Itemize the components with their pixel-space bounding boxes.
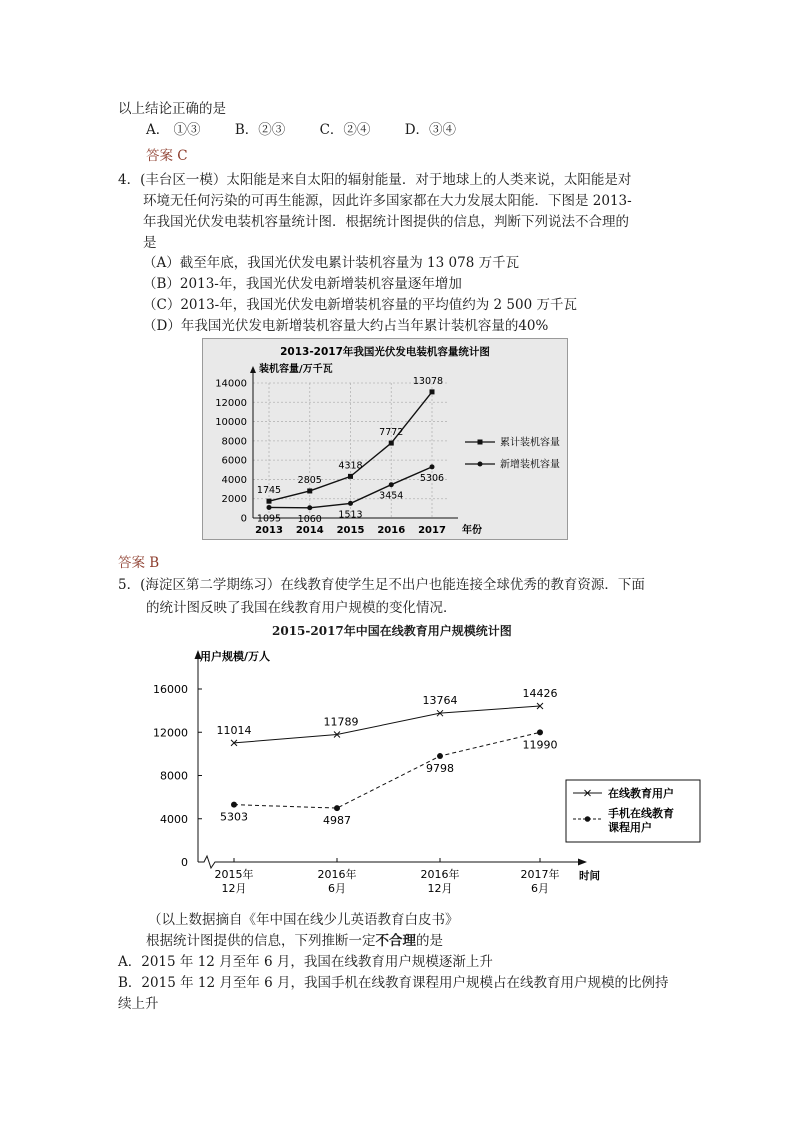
- chart2-point-手机在线教育-课程用户-3: [537, 729, 543, 735]
- q3-options: [146, 118, 486, 138]
- solar-capacity-svg: [203, 339, 567, 539]
- chart1-legend-label-累计装机容量: 累计装机容量: [500, 437, 560, 449]
- chart2-legend-label-手机在线教育-课程用户-line-1: 课程用户: [608, 821, 652, 834]
- chart1-legend-marker-累计装机容量: [478, 440, 483, 445]
- chart2-data-label-在线教育用户-2: 13764: [422, 694, 458, 708]
- chart2-legend-label-在线教育用户: 在线教育用户: [608, 787, 674, 800]
- q3-option-a: A． ①③: [146, 122, 201, 138]
- chart1-point-累计装机容量-2014: [307, 488, 312, 493]
- q4-option-a: （A）截至年底，我国光伏发电累计装机容量为 13 078 万千瓦: [143, 255, 520, 271]
- online-education-svg: [150, 640, 710, 910]
- q5-prompt: [146, 929, 443, 949]
- chart1-title: 2013-2017年我国光伏发电装机容量统计图: [280, 346, 490, 358]
- chart2-point-手机在线教育-课程用户-1: [334, 805, 340, 811]
- q5-option-b-line-2: 续上升: [118, 996, 159, 1012]
- q3-option-d: D．③④: [404, 122, 457, 138]
- chart1-point-新增装机容量-2013: [267, 505, 272, 510]
- chart1-ytick-10000: 10000: [215, 417, 247, 429]
- chart1-point-新增装机容量-2017: [430, 464, 435, 469]
- chart1-xtick-2016: 2016: [377, 525, 406, 536]
- q4-answer: 答案 B: [118, 555, 160, 571]
- q3-option-c: C．②④: [319, 122, 371, 138]
- chart2-series-line-手机在线教育-课程用户: [234, 732, 540, 808]
- solar-capacity-chart: [202, 338, 568, 540]
- chart2-point-手机在线教育-课程用户-2: [437, 753, 443, 759]
- chart2-xtick-0-line-0: 2015年: [214, 868, 254, 881]
- chart2-xtick-2-line-0: 2016年: [420, 868, 460, 881]
- chart1-point-累计装机容量-2013: [267, 499, 272, 504]
- chart2-point-手机在线教育-课程用户-0: [231, 802, 237, 808]
- chart1-data-label-累计装机容量-2017: 13078: [412, 375, 444, 387]
- chart1-data-label-新增装机容量-2013: 1095: [256, 513, 282, 525]
- q4-option-d: （D）年我国光伏发电新增装机容量大约占当年累计装机容量的40%: [143, 318, 549, 334]
- chart1-legend-marker-新增装机容量: [478, 462, 483, 467]
- q4-line-2: 环境无任何污染的可再生能源，因此许多国家都在大力发展太阳能．下图是 2013-: [143, 193, 632, 209]
- chart2-xtick-3-line-0: 2017年: [520, 868, 560, 881]
- chart1-ytick-6000: 6000: [221, 455, 247, 467]
- chart2-x-arrow: [578, 859, 587, 866]
- chart2-series-line-在线教育用户: [234, 706, 540, 743]
- chart2-legend-marker-手机在线教育-课程用户: [585, 816, 591, 822]
- chart1-point-新增装机容量-2016: [389, 482, 394, 487]
- q3-stem: 以上结论正确的是: [118, 101, 226, 117]
- chart2-data-label-手机在线教育-课程用户-2: 9798: [426, 762, 454, 776]
- chart1-legend-label-新增装机容量: 新增装机容量: [500, 459, 560, 471]
- chart2-ytick-8000: 8000: [160, 769, 188, 783]
- q5-line-1: 5．(海淀区第二学期练习）在线教育使学生足不出户也能连接全球优秀的教育资源．下面: [118, 577, 645, 593]
- chart1-y-arrow: [250, 366, 256, 373]
- q5-option-a: A．2015 年 12 月至年 6 月，我国在线教育用户规模逐渐上升: [118, 954, 493, 970]
- chart1-point-新增装机容量-2014: [307, 505, 312, 510]
- chart1-ytick-14000: 14000: [215, 378, 247, 390]
- chart2-data-label-手机在线教育-课程用户-0: 5303: [220, 810, 248, 824]
- chart1-point-累计装机容量-2017: [430, 389, 435, 394]
- chart1-data-label-新增装机容量-2014: 1060: [297, 513, 322, 525]
- q5-option-b-line-1: B．2015 年 12 月至年 6 月，我国手机在线教育课程用户规模占在线教育用户规模的比例持: [118, 975, 669, 991]
- chart1-point-累计装机容量-2016: [389, 441, 394, 446]
- chart2-title-text: 2015-2017年中国在线教育用户规模统计图: [272, 624, 512, 638]
- chart2-xtick-1-line-0: 2016年: [317, 868, 357, 881]
- chart2-data-label-在线教育用户-1: 11789: [323, 715, 359, 729]
- chart1-xlabel: 年份: [462, 525, 482, 536]
- chart2-data-label-在线教育用户-0: 11014: [216, 723, 252, 737]
- q3-answer: 答案 C: [146, 148, 188, 164]
- chart2-data-label-手机在线教育-课程用户-1: 4987: [323, 814, 351, 828]
- chart1-data-label-累计装机容量-2015: 4318: [338, 460, 363, 472]
- chart1-data-label-新增装机容量-2017: 5306: [419, 472, 445, 484]
- chart1-ytick-0: 0: [240, 513, 247, 525]
- chart1-data-label-累计装机容量-2013: 1745: [256, 485, 282, 497]
- chart2-xtick-1-line-1: 6月: [328, 882, 346, 895]
- q4-line-4: 是: [143, 235, 157, 251]
- chart2-xlabel: 时间: [579, 870, 600, 882]
- chart1-xtick-2015: 2015: [336, 525, 365, 536]
- q5-line-2: 的统计图反映了我国在线教育用户规模的变化情况．: [146, 600, 457, 616]
- chart2-xtick-0-line-1: 12月: [221, 882, 247, 895]
- online-education-chart: [150, 640, 710, 910]
- chart2-ytick-16000: 16000: [153, 683, 188, 696]
- chart2-ytick-12000: 12000: [153, 726, 188, 740]
- q5-prompt-pre: 根据统计图提供的信息，下列推断一定: [146, 933, 376, 949]
- chart1-data-label-累计装机容量-2016: 7772: [379, 427, 404, 439]
- chart1-xtick-2013: 2013: [255, 525, 283, 536]
- chart2-data-label-手机在线教育-课程用户-3: 11990: [522, 738, 558, 752]
- chart1-ytick-4000: 4000: [221, 474, 247, 486]
- q5-source: （以上数据摘自《年中国在线少儿英语教育白皮书》: [148, 912, 459, 928]
- chart1-point-新增装机容量-2015: [348, 501, 353, 506]
- chart2-legend-label-手机在线教育-课程用户-line-0: 手机在线教育: [608, 807, 674, 820]
- chart1-ytick-12000: 12000: [215, 397, 247, 409]
- q4-option-b: （B）2013-年，我国光伏发电新增装机容量逐年增加: [143, 276, 462, 292]
- q5-prompt-post: 的是: [416, 933, 443, 949]
- q4-line-3: 年我国光伏发电装机容量统计图．根据统计图提供的信息，判断下列说法不合理的: [143, 214, 629, 230]
- chart1-xtick-2014: 2014: [295, 525, 324, 536]
- chart2-xtick-3-line-1: 6月: [531, 882, 549, 895]
- chart1-data-label-累计装机容量-2014: 2805: [297, 474, 322, 486]
- chart2-ylabel: 用户规模/万人: [200, 650, 271, 663]
- chart2-x-axis: [198, 856, 582, 868]
- q5-prompt-bold: 不合理: [375, 933, 416, 949]
- q4-line-1: 4．(丰台区一模）太阳能是来自太阳的辐射能量．对于地球上的人类来说，太阳能是对: [118, 172, 632, 188]
- chart1-point-累计装机容量-2015: [348, 474, 353, 479]
- chart2-ytick-0: 0: [181, 856, 188, 869]
- chart1-ytick-8000: 8000: [221, 436, 247, 448]
- q3-option-b: B．②③: [234, 122, 286, 138]
- chart2-ytick-4000: 4000: [160, 812, 188, 826]
- chart1-data-label-新增装机容量-2016: 3454: [379, 490, 404, 502]
- chart2-data-label-在线教育用户-3: 14426: [522, 687, 558, 701]
- chart1-ylabel: 装机容量/万千瓦: [259, 364, 333, 375]
- q4-option-c: （C）2013-年，我国光伏发电新增装机容量的平均值约为 2 500 万千瓦: [143, 297, 577, 313]
- chart1-ytick-2000: 2000: [221, 494, 247, 506]
- chart1-data-label-新增装机容量-2015: 1513: [338, 509, 363, 521]
- chart1-xtick-2017: 2017: [418, 525, 446, 536]
- chart2-xtick-2-line-1: 12月: [427, 882, 453, 895]
